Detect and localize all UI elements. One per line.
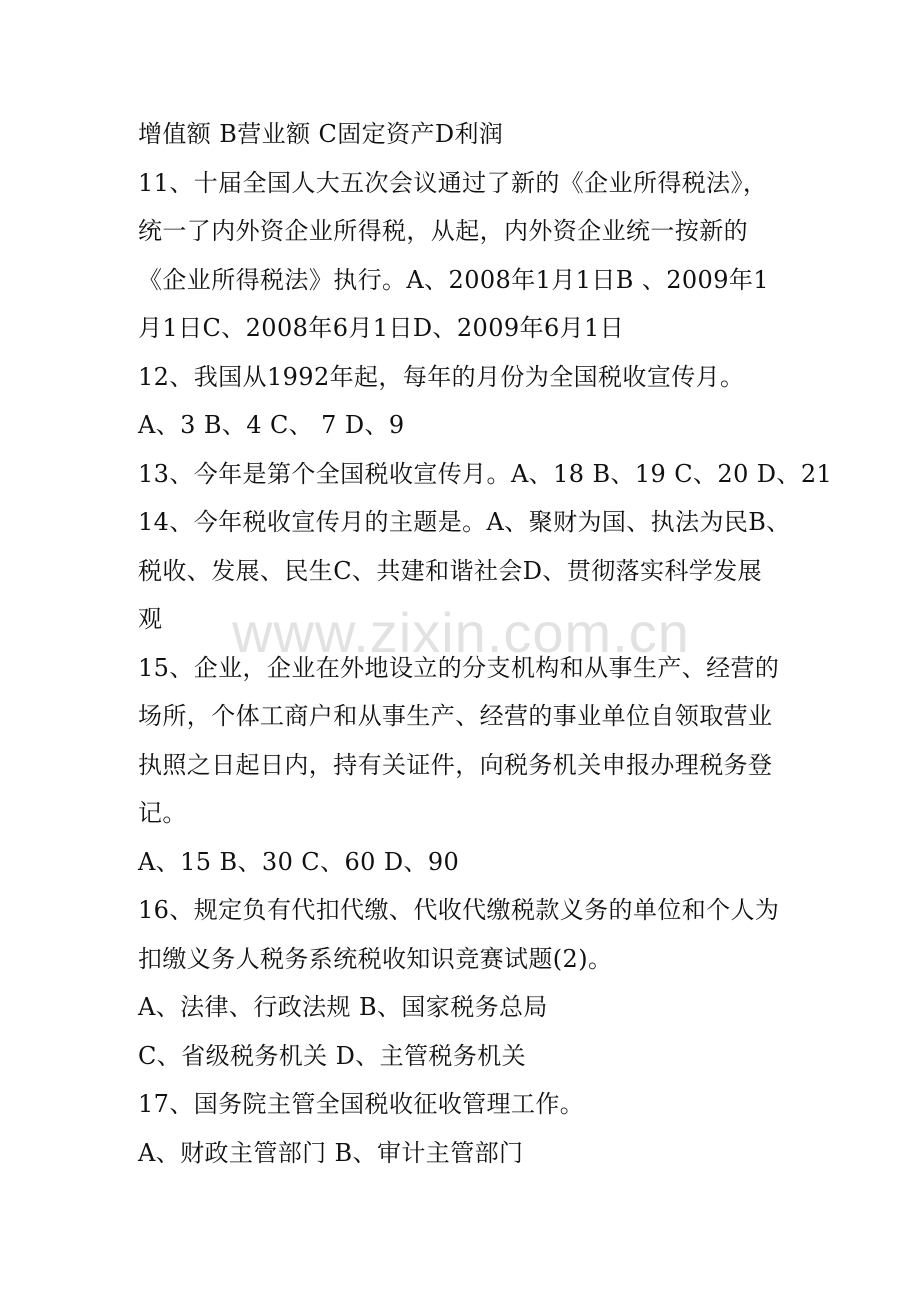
text-line: 12、我国从1992年起，每年的月份为全国税收宣传月。	[138, 362, 745, 391]
text-line: 14、今年税收宣传月的主题是。A、聚财为国、执法为民B、	[138, 508, 791, 536]
document-body	[138, 110, 833, 1177]
text-line: A、财政主管部门 B、审计主管部门	[138, 1138, 524, 1167]
text-line: 场所，个体工商户和从事生产、经营的事业单位自领取营业	[138, 702, 773, 730]
text-line: 《企业所得税法》执行。A、2008年1月1日B 、2009年1	[138, 265, 769, 294]
text-line: 15、企业，企业在外地设立的分支机构和从事生产、经营的	[138, 653, 780, 682]
text-line: 观	[138, 605, 163, 633]
text-line: 16、规定负有代扣代缴、代收代缴税款义务的单位和个人为	[138, 896, 780, 924]
text-line: 月1日C、2008年6月1日D、2009年6月1日	[138, 314, 625, 342]
text-line: 记。	[138, 799, 187, 827]
text-line: 11、十届全国人大五次会议通过了新的《企业所得税法》，	[138, 168, 768, 197]
text-line: 增值额 B营业额 C固定资产D利润	[138, 120, 504, 148]
text-line: 执照之日起日内，持有关证件，向税务机关申报办理税务登	[138, 750, 773, 779]
text-line: C、省级税务机关 D、主管税务机关	[138, 1041, 527, 1070]
text-line: 扣缴义务人税务系统税收知识竞赛试题(2)。	[138, 944, 613, 973]
text-line: A、3 B、4 C、 7 D、9	[138, 411, 405, 439]
text-line: A、法律、行政法规 B、国家税务总局	[138, 993, 548, 1021]
text-line: 13、今年是第个全国税收宣传月。A、18 B、19 C、20 D、21	[138, 459, 833, 488]
text-line: 17、国务院主管全国税收征收管理工作。	[138, 1090, 585, 1118]
text-line: A、15 B、30 C、60 D、90	[138, 847, 460, 876]
watermark: www.zixin.com.cn	[232, 601, 690, 664]
text-line: 统一了内外资企业所得税，从起，内外资企业统一按新的	[138, 217, 748, 245]
text-line: 税收、发展、民生C、共建和谐社会D、贯彻落实科学发展	[138, 556, 763, 585]
